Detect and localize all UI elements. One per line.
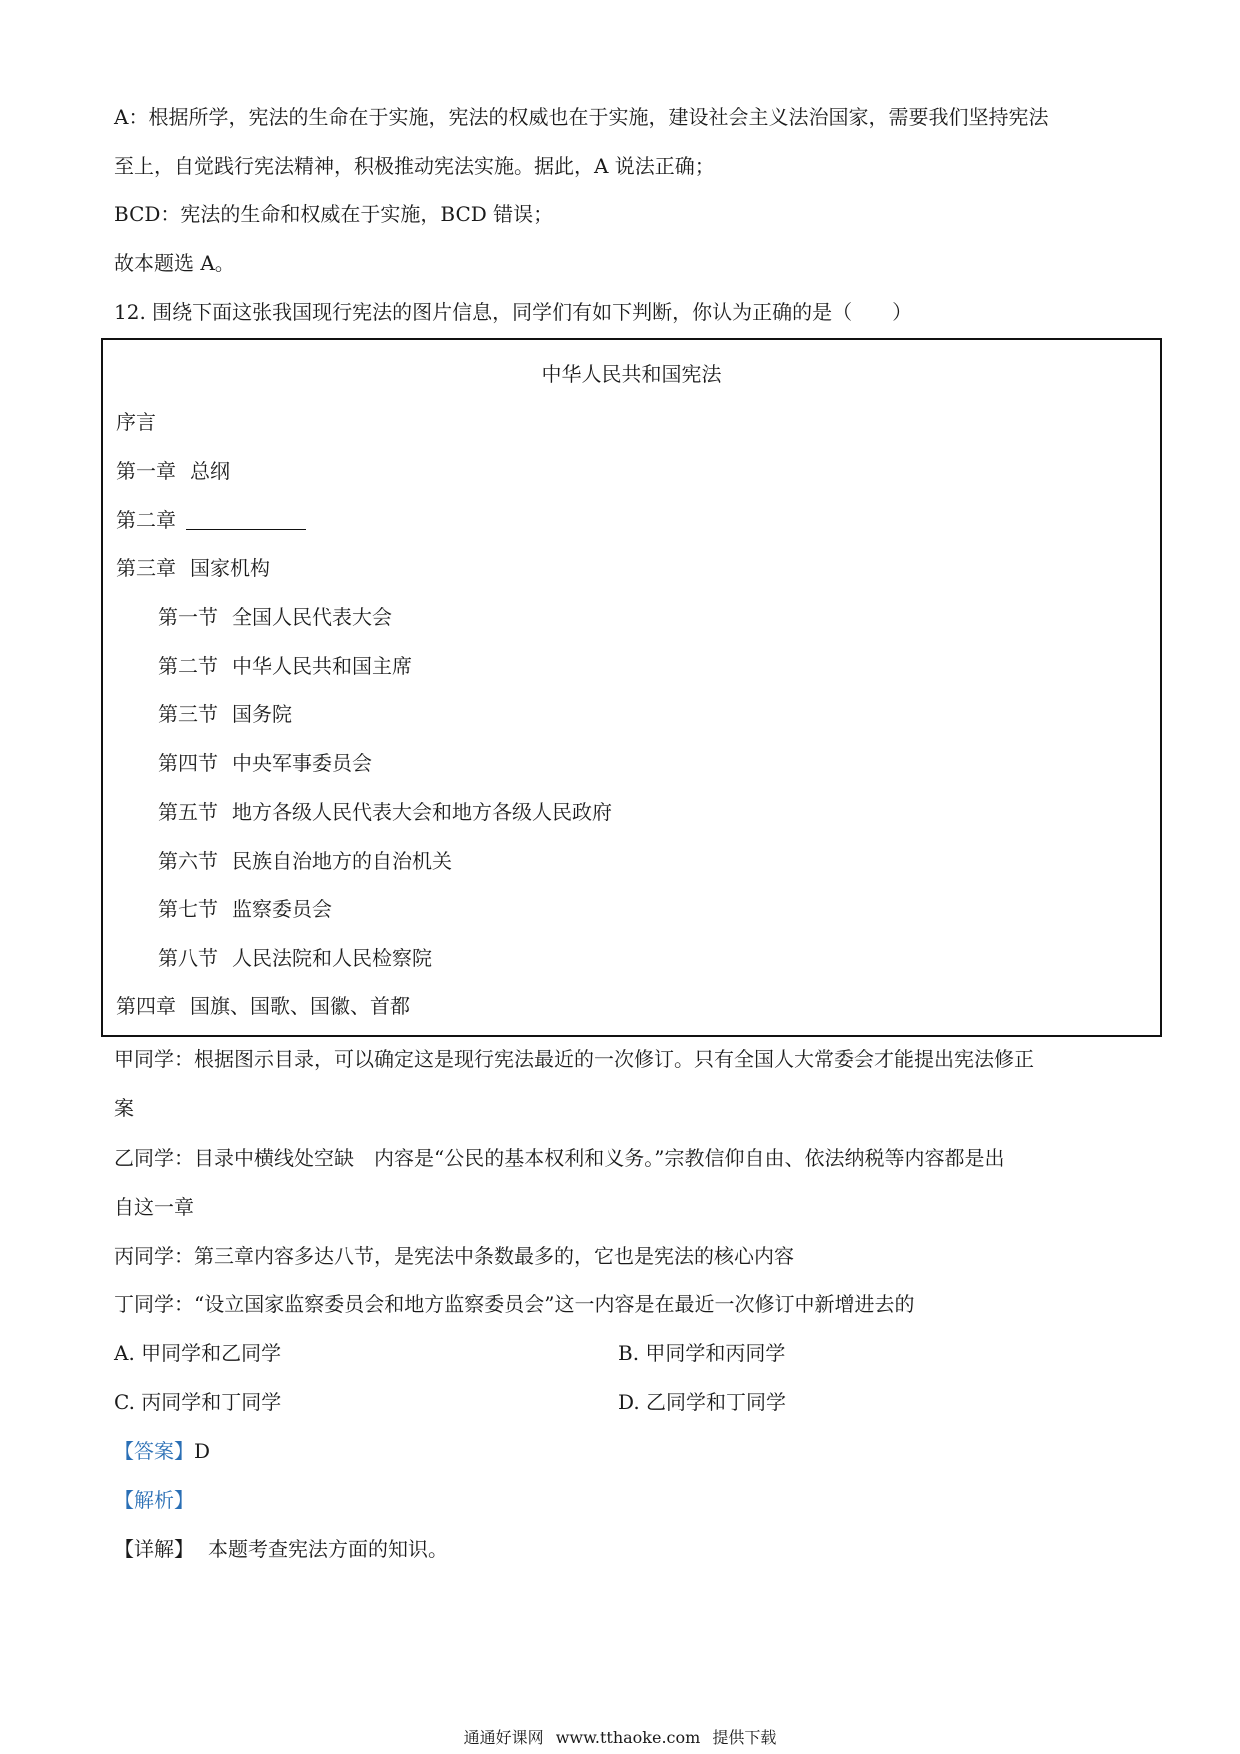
blank-line — [186, 509, 306, 530]
chapter-number: 第四章 — [116, 994, 176, 1018]
answer-row — [114, 1437, 210, 1465]
question-stem — [114, 298, 912, 326]
question-text: 围绕下面这张我国现行宪法的图片信息，同学们有如下判断，你认为正确的是（ ） — [152, 300, 913, 324]
detail-text: 本题考查宪法方面的知识。 — [208, 1537, 448, 1561]
toc-section — [158, 652, 412, 680]
explanation-line: 故本题选 A。 — [114, 251, 235, 275]
statement-jia: 甲同学：根据图示目录，可以确定这是现行宪法最近的一次修订。只有全国人大常委会才能提出宪法修正 — [114, 1047, 1034, 1071]
page-footer — [0, 1728, 1240, 1748]
toc-preamble: 序言 — [116, 410, 156, 434]
chapter-title: 国家机构 — [190, 556, 270, 580]
statement-yi-cont: 自这一章 — [114, 1195, 194, 1219]
explanation-line: A：根据所学，宪法的生命在于实施，宪法的权威也在于实施，建设社会主义法治国家，需要我们坚持宪法 — [114, 105, 1049, 129]
section-number: 第四节 — [158, 751, 218, 775]
section-title: 监察委员会 — [232, 897, 332, 921]
option-c: C. 丙同学和丁同学 — [114, 1390, 282, 1414]
question-number: 12. — [114, 300, 146, 324]
section-number: 第七节 — [158, 897, 218, 921]
statement-bing: 丙同学：第三章内容多达八节，是宪法中条数最多的，它也是宪法的核心内容 — [114, 1244, 794, 1268]
statement-yi: 乙同学：目录中横线处空缺 内容是“公民的基本权利和义务。”宗教信仰自由、依法纳税等内容都是出 — [114, 1146, 1005, 1170]
toc-chapter-2 — [116, 506, 306, 534]
toc-chapter-3 — [116, 554, 270, 582]
section-number: 第六节 — [158, 849, 218, 873]
footer-suffix: 提供下载 — [712, 1728, 777, 1747]
option-b: B. 甲同学和丙同学 — [618, 1341, 786, 1365]
detail-label: 【详解】 — [114, 1537, 194, 1561]
chapter-title: 总纲 — [190, 459, 230, 483]
constitution-toc-box — [101, 338, 1162, 1037]
toc-section — [158, 603, 392, 631]
chapter-title: 国旗、国歌、国徽、首都 — [190, 994, 410, 1018]
section-number: 第三节 — [158, 702, 218, 726]
answer-label: 【答案】 — [114, 1439, 194, 1463]
section-title: 民族自治地方的自治机关 — [232, 849, 452, 873]
explanation-line: 至上，自觉践行宪法精神，积极推动宪法实施。据此，A 说法正确； — [114, 154, 715, 178]
analysis-label: 【解析】 — [114, 1488, 194, 1512]
section-title: 人民法院和人民检察院 — [232, 946, 432, 970]
toc-section — [158, 749, 372, 777]
toc-chapter-1 — [116, 457, 230, 485]
section-number: 第二节 — [158, 654, 218, 678]
section-title: 全国人民代表大会 — [232, 605, 392, 629]
detail-row — [114, 1535, 448, 1563]
toc-title: 中华人民共和国宪法 — [541, 362, 722, 386]
chapter-number: 第一章 — [116, 459, 176, 483]
section-title: 中央军事委员会 — [232, 751, 372, 775]
toc-section — [158, 700, 292, 728]
explanation-line: BCD：宪法的生命和权威在于实施，BCD 错误； — [114, 202, 554, 226]
chapter-number: 第三章 — [116, 556, 176, 580]
statement-jia-cont: 案 — [114, 1096, 134, 1120]
section-number: 第八节 — [158, 946, 218, 970]
section-number: 第一节 — [158, 605, 218, 629]
section-number: 第五节 — [158, 800, 218, 824]
toc-section — [158, 944, 432, 972]
toc-section — [158, 895, 332, 923]
section-title: 地方各级人民代表大会和地方各级人民政府 — [232, 800, 612, 824]
option-a: A. 甲同学和乙同学 — [114, 1341, 282, 1365]
toc-section — [158, 798, 612, 826]
option-d: D. 乙同学和丁同学 — [618, 1390, 787, 1414]
footer-url[interactable]: www.tthaoke.com — [555, 1728, 701, 1747]
toc-section — [158, 847, 452, 875]
chapter-number: 第二章 — [116, 508, 176, 532]
toc-chapter-4 — [116, 992, 410, 1020]
statement-ding: 丁同学：“设立国家监察委员会和地方监察委员会”这一内容是在最近一次修订中新增进去的 — [114, 1292, 915, 1316]
footer-site-name: 通通好课网 — [463, 1728, 544, 1747]
section-title: 国务院 — [232, 702, 292, 726]
analysis-row — [114, 1486, 194, 1514]
answer-value: D — [194, 1439, 211, 1463]
section-title: 中华人民共和国主席 — [232, 654, 412, 678]
